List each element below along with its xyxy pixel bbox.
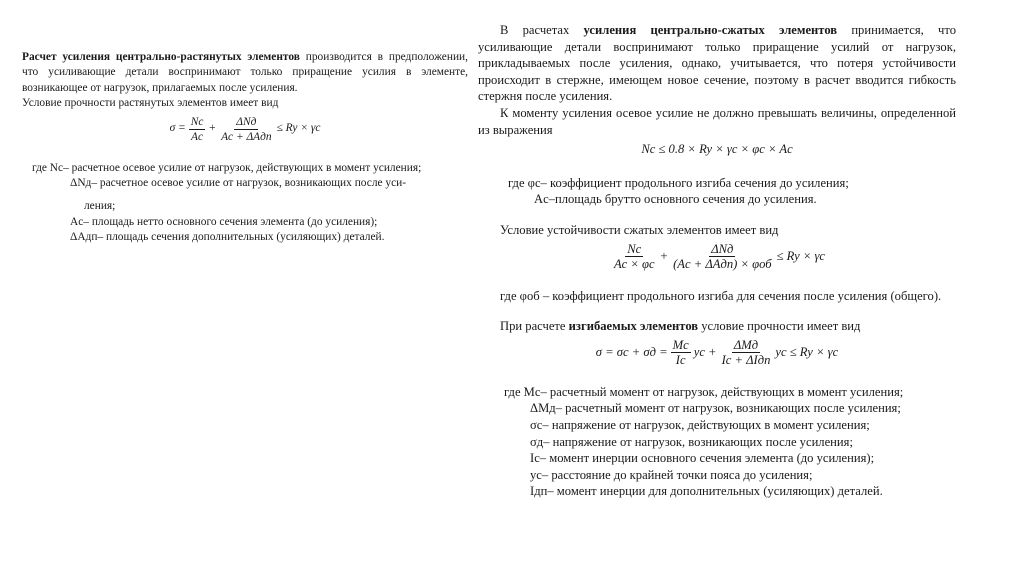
formula-bending: σ = σc + σд = $\frac{Mc}{Ic}$ yc + $\frac{\text{ΔMд}}{\text{Ic + ΔIдп}}$ yc ≤ Ry × γc (595, 337, 839, 367)
definition-row: Iдп – момент инерции для дополнительных (усиляющих) деталей. (530, 484, 883, 499)
definition-row: где φc – коэффициент продольного изгиба сечения до усиления; (508, 175, 849, 190)
section-title-tension: Расчет усиления центрально-растянутых элементов (22, 51, 300, 63)
section-title-bending: изгибаемых элементов (568, 319, 699, 334)
compression-paragraph: В расчетах усиления центрально-сжатых элементов принимается, что усиливающие детали воспринимают только приращение усилий от нагрузок, прикладываемых после усиления, однако, учитывается, что потеря устойчивости происходит в стержне, имеющем новое сечение, поэтому в расчет вводится гибкость стержня после усиления. (478, 23, 957, 104)
phi-ob-definition: где φоб – коэффициент продольного изгиба для сечения после усиления (общего). (500, 288, 942, 303)
definition-row: где Mc – расчетный момент от нагрузок, действующих в момент усиления; (504, 384, 904, 399)
definition-row: ΔAдп – площадь сечения дополнительных (усиляющих) деталей. (70, 231, 385, 244)
fraction: $\frac{\text{ΔMд}}{\text{Ic + ΔIдп}}$ (721, 337, 771, 367)
definition-row: σд – напряжение от нагрузок, возникающих после усиления; (530, 434, 853, 449)
fraction: $\frac{Mc}{Ic}$ (672, 337, 689, 367)
formula-axial-limit: Nc ≤ 0.8 × Ry × γc × φc × Ac (641, 142, 793, 157)
right-column (478, 22, 956, 500)
definition-row: Ic – момент инерции основного сечения элемента (до усиления); (530, 451, 875, 466)
fraction: $\frac{Nc}{Ac \times \varphi c}$ (613, 241, 655, 271)
limit-paragraph: К моменту усиления осевое усилие не должно превышать величины, определенной из выражения (478, 105, 956, 137)
section-title-compression: усиления центрально-сжатых элементов (583, 23, 838, 37)
left-column (22, 50, 468, 246)
definition-row: yc – расстояние до крайней точки пояса до усиления; (530, 467, 813, 482)
fraction: $\frac{\text{ΔNд}}{\text{(Ac + ΔAдп) × φоб}}$ (673, 241, 772, 271)
definition-row: ΔMд – расчетный момент от нагрузок, возникающих после усиления; (530, 401, 901, 416)
definition-row: σc – напряжение от нагрузок, действующих в момент усиления; (530, 417, 870, 432)
definition-row: Ac – площадь нетто основного сечения элемента (до усиления); (70, 215, 378, 228)
bending-paragraph: При расчете изгибаемых элементов условие прочности имеет вид (500, 319, 861, 334)
condition-line: Условие прочности растянутых элементов имеет вид (22, 97, 279, 110)
definition-row: ления; (84, 200, 116, 213)
definition-row: Ac –площадь брутто основного сечения до усиления. (534, 192, 817, 207)
fraction: $\frac{Nc}{Ac}$ (190, 115, 204, 143)
definition-row: где Nc – расчетное осевое усилие от нагрузок, действующих в момент усиления; (32, 161, 422, 174)
formula-stability: $\frac{Nc}{Ac \times \varphi c}$ + $\frac{\text{ΔNд}}{\text{(Ac + ΔAдп) × φоб}}$ ≤ Ry × γc (613, 241, 826, 271)
fraction: $\frac{\text{ΔNд}}{\text{Ac + ΔAдп}}$ (221, 115, 272, 143)
definition-row: ΔNд – расчетное осевое усилие от нагрузок, возникающих после уси- (70, 177, 407, 190)
intro-paragraph: Расчет усиления центрально-растянутых элементов производится в предположении, что усиливающие детали воспринимают только приращение усилия в элементе, возникающее от нагрузок, прилагаемых после усиления. (22, 51, 468, 94)
formula-tension-strength: σ = $\frac{Nc}{Ac}$ + $\frac{\text{ΔNд}}{\text{Ac + ΔAдп}}$ ≤ Ry × γc (169, 115, 321, 143)
stability-line: Условие устойчивости сжатых элементов имеет вид (500, 222, 779, 237)
